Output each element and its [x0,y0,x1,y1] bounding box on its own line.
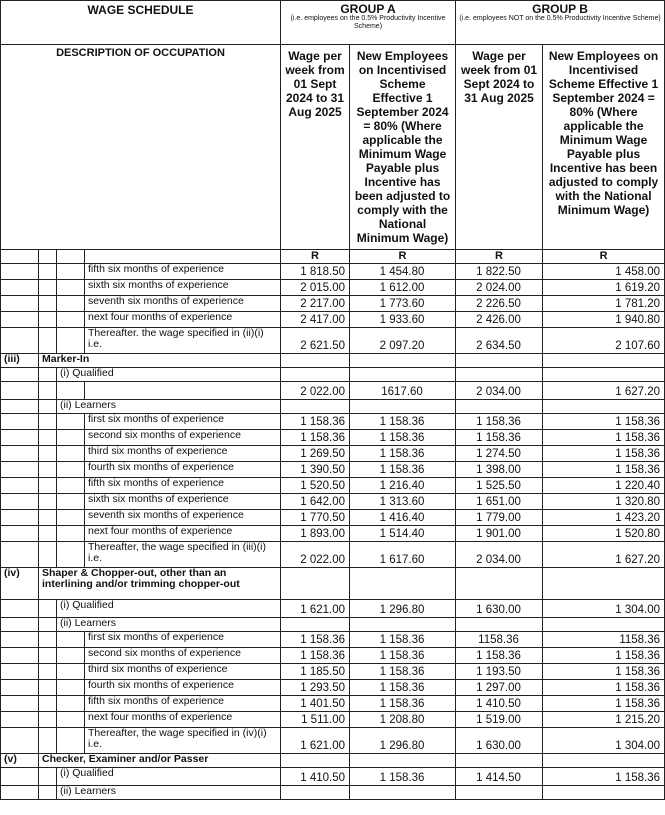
value-cell: 1 627.20 [543,382,665,400]
table-row [1,728,665,754]
row-label: fifth six months of experience [85,696,281,712]
group-a-note: (i.e. employees on the 0.5% Productivity Incentive Scheme) [290,15,446,30]
learners-label: (ii) Learners [57,786,281,800]
table-row [1,680,665,696]
group-a-new-employees-header: New Employees on Incentivised Scheme Effective 1 September 2024 = 80% (Where applicable the Minimum Wage Payable plus Incentive has been adjusted to comply with the National Minimum Wage) [350,45,456,250]
section-header-row [1,568,665,600]
table-row [1,414,665,430]
row-label: fourth six months of experience [85,680,281,696]
value-cell: 1 158.36 [281,430,350,446]
value-cell: 1 773.60 [350,296,456,312]
row-label: seventh six months of experience [85,510,281,526]
value-cell: 1 619.20 [543,280,665,296]
table-row [1,280,665,296]
table-row [1,328,665,354]
value-cell: 2 034.00 [456,382,543,400]
value-cell: 1 617.60 [350,542,456,568]
section-header-row [1,754,665,768]
value-cell: 1 651.00 [456,494,543,510]
value-cell: 2 024.00 [456,280,543,296]
value-cell: 1 158.36 [350,696,456,712]
row-label: first six months of experience [85,414,281,430]
value-cell: 1 158.36 [281,414,350,430]
value-cell: 1 304.00 [543,600,665,618]
row-label: next four months of experience [85,526,281,542]
table-row [1,712,665,728]
value-cell: 1 940.80 [543,312,665,328]
value-cell: 1 158.36 [350,414,456,430]
value-cell: 1 193.50 [456,664,543,680]
value-cell: 1 293.50 [281,680,350,696]
value-cell: 1 158.36 [543,680,665,696]
value-cell: 1 520.50 [281,478,350,494]
value-cell: 1 410.50 [456,696,543,712]
row-label: sixth six months of experience [85,494,281,510]
value-cell: 1 158.36 [543,462,665,478]
value-cell: 1 458.00 [543,264,665,280]
table-row [1,430,665,446]
value-cell: 2 621.50 [281,328,350,354]
section-numeral: (iv) [1,568,39,600]
value-cell: 1 220.40 [543,478,665,494]
value-cell: 1 158.36 [543,414,665,430]
value-cell: 1 627.20 [543,542,665,568]
value-cell: 2 022.00 [281,382,350,400]
value-cell: 1 158.36 [281,632,350,648]
row-label: second six months of experience [85,430,281,446]
qualified-row [1,600,665,618]
table-row [1,542,665,568]
value-cell: 1 818.50 [281,264,350,280]
value-cell: 1 158.36 [543,446,665,462]
value-cell: 1 525.50 [456,478,543,494]
value-cell: 1 269.50 [281,446,350,462]
row-label: fourth six months of experience [85,462,281,478]
unit-label: R [543,250,665,264]
value-cell: 1 893.00 [281,526,350,542]
value-cell: 1 454.80 [350,264,456,280]
value-cell: 1 630.00 [456,600,543,618]
table-row [1,632,665,648]
section-numeral: (v) [1,754,39,768]
row-label: Thereafter, the wage specified in (iii)(i) i.e. [85,542,281,568]
value-cell: 1 296.80 [350,728,456,754]
value-cell: 1 822.50 [456,264,543,280]
value-cell: 1 216.40 [350,478,456,494]
value-cell: 2 022.00 [281,542,350,568]
value-cell: 1 313.60 [350,494,456,510]
value-cell: 1 158.36 [350,446,456,462]
row-label: first six months of experience [85,632,281,648]
value-cell: 1617.60 [350,382,456,400]
table-row [1,526,665,542]
value-cell: 1 158.36 [543,696,665,712]
value-cell: 1 185.50 [281,664,350,680]
qualified-row [1,382,665,400]
section-title: Checker, Examiner and/or Passer [39,754,281,768]
group-b-label: GROUP B [532,2,588,16]
value-cell: 1 779.00 [456,510,543,526]
learners-label-row [1,400,665,414]
table-row [1,510,665,526]
qualified-label: (i) Qualified [57,768,281,786]
section-title: Marker-In [39,354,281,368]
value-cell: 1158.36 [543,632,665,648]
value-cell: 2 634.50 [456,328,543,354]
value-cell: 1 158.36 [350,648,456,664]
group-a-wage-header: Wage per week from 01 Sept 2024 to 31 Aug 2025 [281,45,350,250]
row-label: second six months of experience [85,648,281,664]
table-row [1,696,665,712]
value-cell: 2 107.60 [543,328,665,354]
value-cell: 1 410.50 [281,768,350,786]
value-cell: 1 158.36 [281,648,350,664]
qualified-label-row [1,368,665,382]
value-cell: 2 217.00 [281,296,350,312]
wage-schedule-title: WAGE SCHEDULE [1,1,281,45]
row-label: seventh six months of experience [85,296,281,312]
row-label: third six months of experience [85,446,281,462]
table-row [1,478,665,494]
table-row [1,494,665,510]
qualified-label: (i) Qualified [57,368,281,382]
learners-label-row [1,786,665,800]
group-b-note: (i.e. employees NOT on the 0.5% Productivity Incentive Scheme) [459,15,661,22]
value-cell: 2 426.00 [456,312,543,328]
value-cell: 1 770.50 [281,510,350,526]
value-cell: 2 034.00 [456,542,543,568]
value-cell: 1 158.36 [456,430,543,446]
value-cell: 1 414.50 [456,768,543,786]
group-a-header [281,1,456,45]
value-cell: 1 158.36 [543,768,665,786]
row-label: third six months of experience [85,664,281,680]
value-cell: 1 630.00 [456,728,543,754]
table-row [1,462,665,478]
table-row [1,648,665,664]
row-label: sixth six months of experience [85,280,281,296]
table-row [1,264,665,280]
value-cell: 2 226.50 [456,296,543,312]
group-b-header [456,1,665,45]
value-cell: 1 514.40 [350,526,456,542]
section-title: Shaper & Chopper-out, other than an interlining and/or trimming chopper-out [39,568,281,600]
section-header-row [1,354,665,368]
learners-label: (ii) Learners [57,618,281,632]
value-cell: 1 511.00 [281,712,350,728]
value-cell: 2 417.00 [281,312,350,328]
row-label: fifth six months of experience [85,264,281,280]
table-row [1,312,665,328]
value-cell: 2 015.00 [281,280,350,296]
learners-label-row [1,618,665,632]
value-cell: 1 274.50 [456,446,543,462]
unit-label: R [281,250,350,264]
value-cell: 1 158.36 [350,664,456,680]
value-cell: 1 401.50 [281,696,350,712]
unit-label: R [350,250,456,264]
value-cell: 1 519.00 [456,712,543,728]
value-cell: 1 304.00 [543,728,665,754]
value-cell: 1 642.00 [281,494,350,510]
value-cell: 1 158.36 [456,414,543,430]
row-label: next four months of experience [85,712,281,728]
value-cell: 1 416.40 [350,510,456,526]
value-cell: 1 423.20 [543,510,665,526]
qualified-row [1,768,665,786]
value-cell: 1 158.36 [350,768,456,786]
group-b-new-employees-header: New Employees on Incentivised Scheme Effective 1 September 2024 = 80% (Where applicable the Minimum Wage Payable plus Incentive has been adjusted to comply with the National Minimum Wage) [543,45,665,250]
value-cell: 1 520.80 [543,526,665,542]
group-a-label: GROUP A [340,2,396,16]
value-cell: 1 158.36 [350,462,456,478]
row-label: Thereafter. the wage specified in (ii)(i) i.e. [85,328,281,354]
value-cell: 1 158.36 [543,648,665,664]
table-row [1,664,665,680]
value-cell: 1 901.00 [456,526,543,542]
value-cell: 1 158.36 [543,664,665,680]
value-cell: 1 158.36 [543,430,665,446]
table-row [1,296,665,312]
group-b-wage-header: Wage per week from 01 Sept 2024 to 31 Aug 2025 [456,45,543,250]
value-cell: 1 215.20 [543,712,665,728]
unit-label: R [456,250,543,264]
value-cell: 1 320.80 [543,494,665,510]
value-cell: 1 158.36 [350,632,456,648]
qualified-label: (i) Qualified [57,600,281,618]
value-cell: 2 097.20 [350,328,456,354]
value-cell: 1 158.36 [456,648,543,664]
row-label: next four months of experience [85,312,281,328]
value-cell: 1 933.60 [350,312,456,328]
learners-label: (ii) Learners [57,400,281,414]
value-cell: 1 398.00 [456,462,543,478]
value-cell: 1 158.36 [350,680,456,696]
value-cell: 1 781.20 [543,296,665,312]
row-label: Thereafter, the wage specified in (iv)(i) i.e. [85,728,281,754]
table-row [1,446,665,462]
value-cell: 1 390.50 [281,462,350,478]
value-cell: 1 208.80 [350,712,456,728]
value-cell: 1 158.36 [350,430,456,446]
value-cell: 1 621.00 [281,728,350,754]
value-cell: 1 297.00 [456,680,543,696]
value-cell: 1 612.00 [350,280,456,296]
value-cell: 1 296.80 [350,600,456,618]
value-cell: 1158.36 [456,632,543,648]
row-label: fifth six months of experience [85,478,281,494]
value-cell: 1 621.00 [281,600,350,618]
section-numeral: (iii) [1,354,39,368]
description-header: DESCRIPTION OF OCCUPATION [1,45,281,250]
